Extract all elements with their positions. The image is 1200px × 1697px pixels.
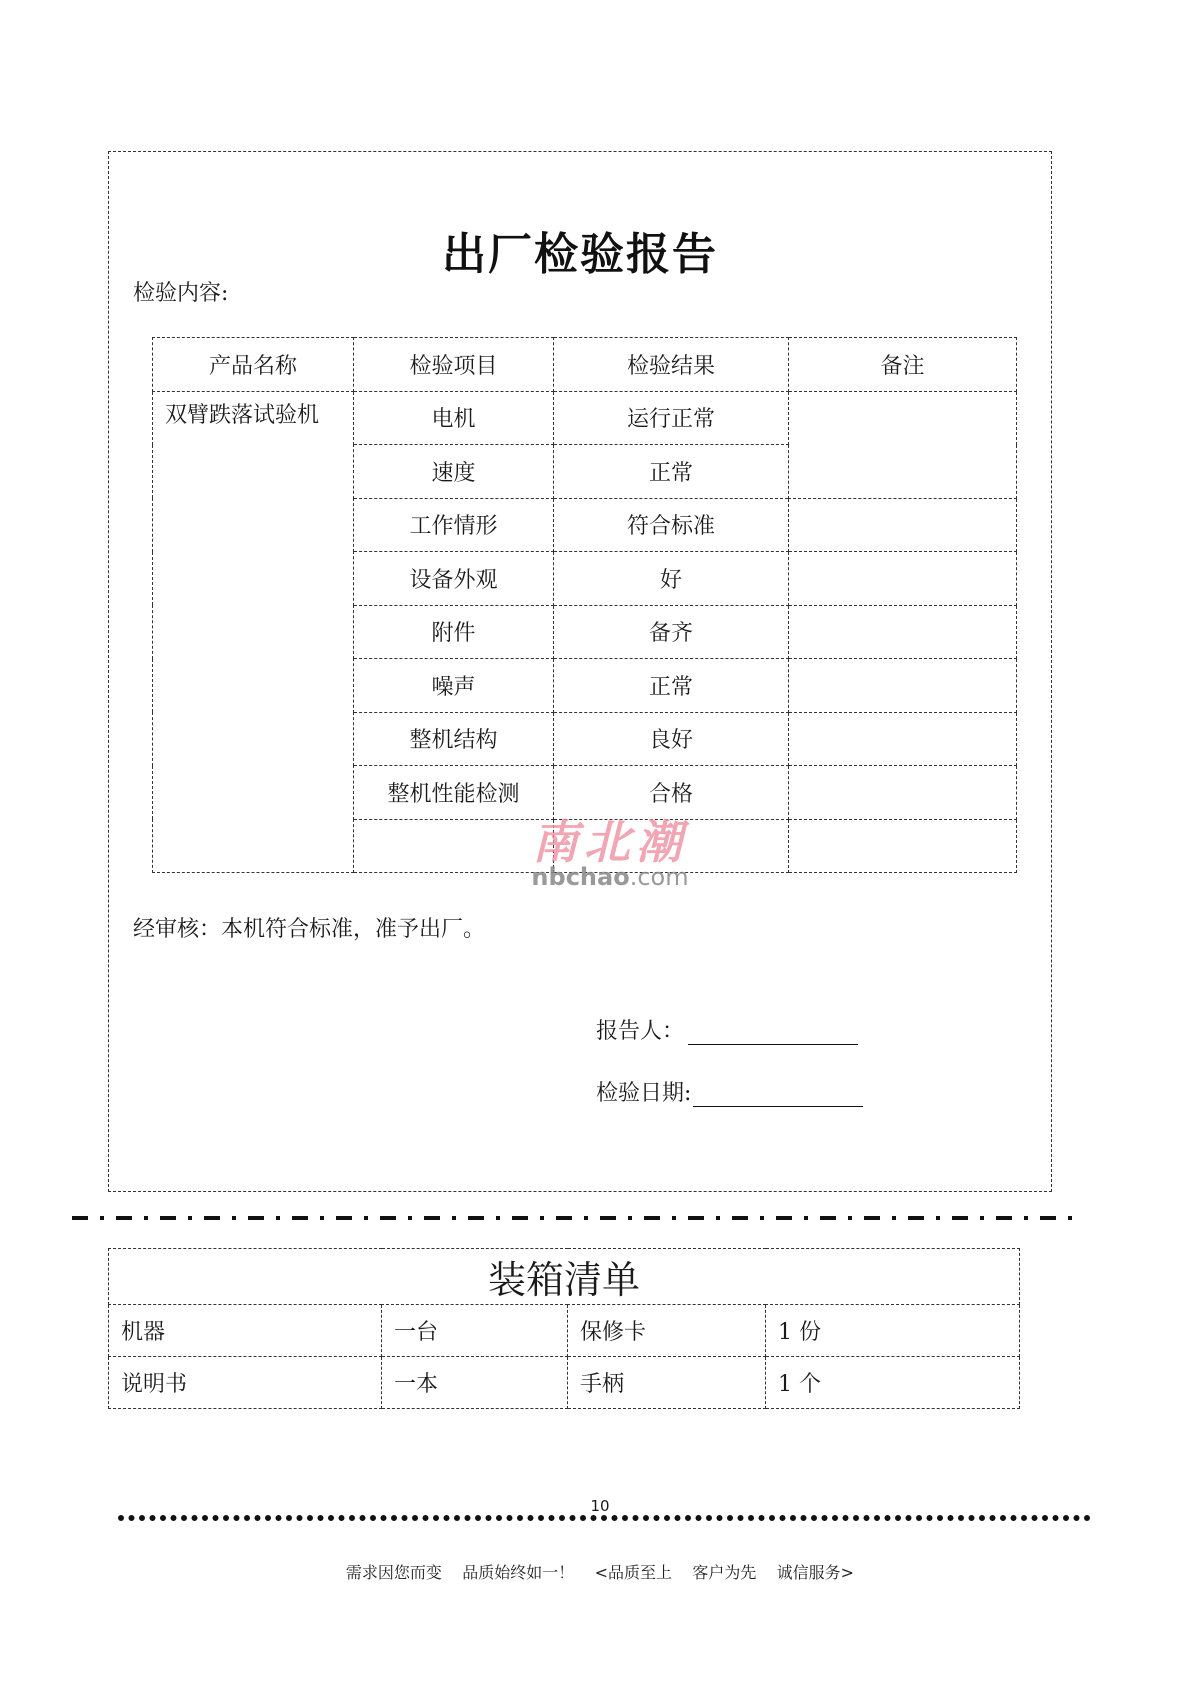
inspection-date-label: 检验日期:	[596, 1081, 692, 1106]
watermark-cn: 南北潮	[532, 815, 688, 869]
inspection-table	[152, 337, 1017, 873]
packing-qty: 一本	[382, 1357, 568, 1409]
watermark-domain: nbchao	[531, 863, 630, 891]
item-cell: 附件	[354, 605, 554, 659]
packing-list-title: 装箱清单	[109, 1249, 1020, 1305]
table-row	[109, 1305, 1020, 1357]
item-cell	[354, 819, 554, 873]
result-cell: 运行正常	[554, 391, 789, 445]
note-cell	[789, 552, 1017, 606]
packing-qty: 一台	[382, 1305, 568, 1357]
header-product-name: 产品名称	[153, 338, 354, 392]
packing-list-table	[108, 1248, 1020, 1409]
result-cell: 合格	[554, 766, 789, 820]
result-cell: 符合标准	[554, 498, 789, 552]
report-title: 出厂检验报告	[442, 229, 718, 280]
header-inspection-result: 检验结果	[554, 338, 789, 392]
table-row	[109, 1357, 1020, 1409]
page-number: 10	[590, 1497, 610, 1515]
note-cell	[789, 766, 1017, 820]
reporter-label: 报告人：	[596, 1019, 685, 1044]
header-inspection-item: 检验项目	[354, 338, 554, 392]
item-cell: 电机	[354, 391, 554, 445]
footer-dotted-divider	[118, 1514, 1090, 1522]
item-cell: 设备外观	[354, 552, 554, 606]
packing-item: 说明书	[109, 1357, 382, 1409]
item-cell: 速度	[354, 445, 554, 499]
footer-slogan: 需求因您而变 品质始终如一！ <品质至上 客户为先 诚信服务>	[345, 1563, 855, 1582]
packing-item: 手柄	[568, 1357, 766, 1409]
item-cell: 噪声	[354, 659, 554, 713]
product-name-cell: 双臂跌落试验机	[153, 391, 354, 873]
inspection-date-signature	[596, 1076, 863, 1107]
packing-item: 机器	[109, 1305, 382, 1357]
header-remarks: 备注	[789, 338, 1017, 392]
packing-qty: 1 份	[766, 1305, 1020, 1357]
review-statement: 经审核：本机符合标准，准予出厂。	[133, 917, 486, 942]
note-cell	[789, 498, 1017, 552]
result-cell: 正常	[554, 445, 789, 499]
packing-qty: 1 个	[766, 1357, 1020, 1409]
note-cell	[789, 819, 1017, 873]
inspection-content-label: 检验内容:	[133, 281, 229, 306]
result-cell: 良好	[554, 712, 789, 766]
item-cell: 整机结构	[354, 712, 554, 766]
reporter-field[interactable]	[688, 1024, 858, 1045]
result-cell	[554, 819, 789, 873]
result-cell: 备齐	[554, 605, 789, 659]
note-cell	[789, 605, 1017, 659]
note-cell	[789, 391, 1017, 498]
packing-title-row	[109, 1249, 1020, 1305]
item-cell: 工作情形	[354, 498, 554, 552]
table-row	[153, 391, 1017, 445]
note-cell	[789, 712, 1017, 766]
inspection-date-field[interactable]	[693, 1086, 863, 1107]
packing-item: 保修卡	[568, 1305, 766, 1357]
item-cell: 整机性能检测	[354, 766, 554, 820]
reporter-signature	[596, 1014, 858, 1045]
cut-line-divider	[72, 1214, 1082, 1222]
note-cell	[789, 659, 1017, 713]
result-cell: 正常	[554, 659, 789, 713]
watermark-tld: .com	[629, 863, 689, 891]
result-cell: 好	[554, 552, 789, 606]
inspection-header-row	[153, 338, 1017, 392]
